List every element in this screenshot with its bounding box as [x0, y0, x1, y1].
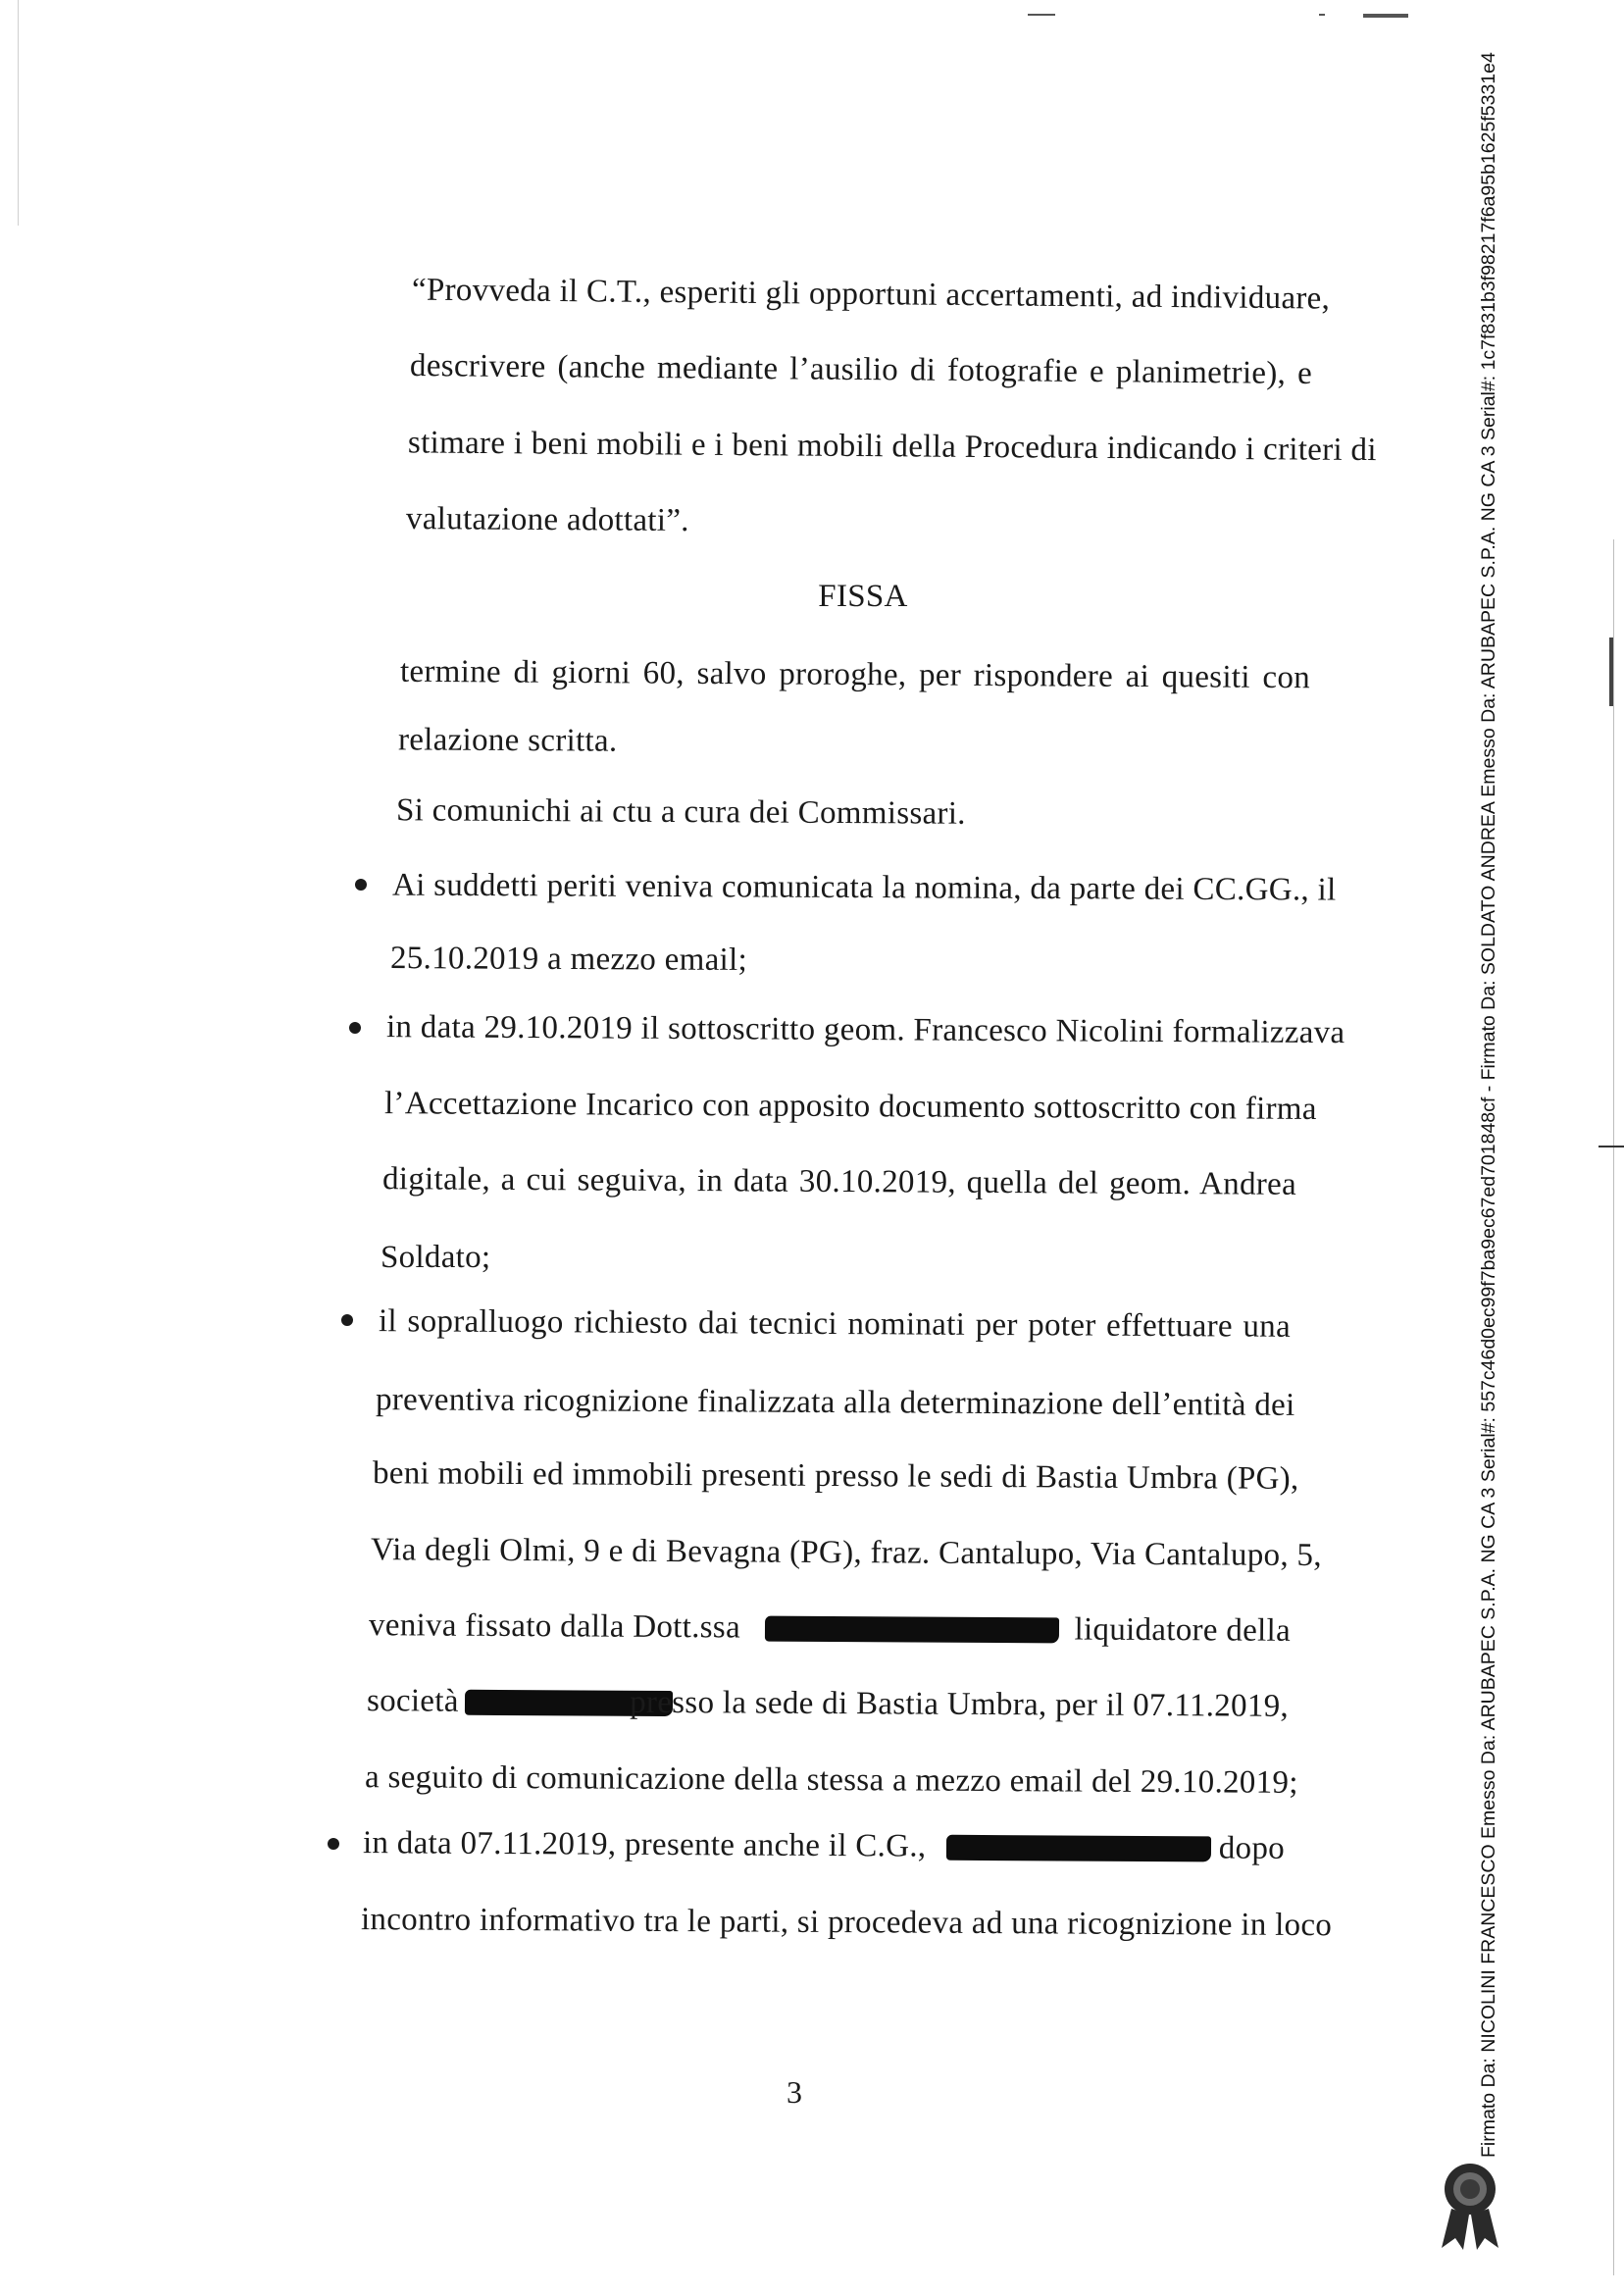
bullet-text [367, 1681, 1289, 1726]
bullet-text: a seguito di comunicazione della stessa a mezzo email del 29.10.2019; [364, 1759, 1298, 1801]
section-heading: FISSA [818, 579, 908, 614]
scan-edge [18, 0, 19, 226]
digital-signature-strip: Firmato Da: NICOLINI FRANCESCO Emesso Da: ARUBAPEC S.P.A. NG CA 3 Serial#: 557c46d0ec99f7ba9ec67ed701848cf - Firmato Da: SOLDATO ANDREA Emesso Da: ARUBAPEC S.P.A. NG CA 3 Serial#: 1c7f831b3f98217f6a95b1625f5331e4 [1478, 52, 1499, 2158]
text-segment: società [366, 1683, 459, 1719]
scan-mark [1609, 637, 1613, 706]
quote-line: descrivere (anche mediante l’ausilio di fotografie e planimetrie), e [409, 347, 1313, 392]
bullet-text [363, 1823, 1285, 1868]
bullet-text: incontro informativo tra le parti, si procedeva ad una ricognizione in loco [360, 1902, 1333, 1944]
redacted-name [764, 1616, 1058, 1644]
text-segment: veniva fissato dalla Dott.ssa [368, 1607, 741, 1646]
bullet-text: Via degli Olmi, 9 e di Bevagna (PG), fraz. Cantalupo, Via Cantalupo, 5, [370, 1532, 1322, 1574]
quote-line: valutazione adottati”. [405, 500, 689, 539]
text-segment: in data 07.11.2019, presente anche il C.G., [362, 1825, 927, 1864]
term-line: relazione scritta. [397, 722, 618, 759]
bullet-text: preventiva ricognizione finalizzata alla determinazione dell’entità dei [375, 1382, 1295, 1423]
bullet-marker [341, 1314, 353, 1326]
text-segment: liquidatore della [1074, 1611, 1292, 1649]
scan-mark [1028, 14, 1055, 16]
bullet-text: Ai suddetti periti veniva comunicata la nomina, da parte dei CC.GG., il [391, 867, 1337, 908]
scan-mark [1599, 1146, 1624, 1147]
bullet-text: beni mobili ed immobili presenti presso le sedi di Bastia Umbra (PG), [372, 1455, 1299, 1497]
quote-line: “Provveda il C.T., esperiti gli opportuni accertamenti, ad individuare, [411, 272, 1331, 317]
page-number: 3 [787, 2074, 802, 2110]
scan-mark [1319, 14, 1325, 16]
redacted-name [946, 1835, 1211, 1862]
bullet-marker [355, 879, 367, 891]
bullet-text: l’Accettazione Incarico con apposito documento sottoscritto con firma [383, 1086, 1317, 1127]
rosette-seal-icon [1438, 2158, 1502, 2252]
term-line: termine di giorni 60, salvo proroghe, per rispondere ai quesiti con [399, 653, 1311, 696]
communication-line: Si comunichi ai ctu a cura dei Commissari. [395, 792, 966, 832]
text-segment: dopo [1218, 1830, 1286, 1866]
bullet-text: il sopralluogo richiesto dai tecnici nominati per poter effettuare una [378, 1303, 1292, 1345]
scan-edge [1613, 539, 1614, 2275]
bullet-marker [349, 1022, 361, 1034]
bullet-text [369, 1606, 1291, 1651]
scan-mark [1363, 14, 1408, 18]
bullet-text: Soldato; [381, 1240, 491, 1275]
bullet-text: in data 29.10.2019 il sottoscritto geom. Francesco Nicolini formalizzava [385, 1009, 1345, 1051]
bullet-text: 25.10.2019 a mezzo email; [389, 941, 748, 978]
text-segment: presso la sede di Bastia Umbra, per il 07.11.2019, [630, 1684, 1290, 1724]
bullet-text: digitale, a cui seguiva, in data 30.10.2019, quella del geom. Andrea [381, 1161, 1297, 1202]
bullet-marker [328, 1838, 339, 1850]
quote-line: stimare i beni mobili e i beni mobili della Procedura indicando i criteri di [407, 425, 1377, 469]
